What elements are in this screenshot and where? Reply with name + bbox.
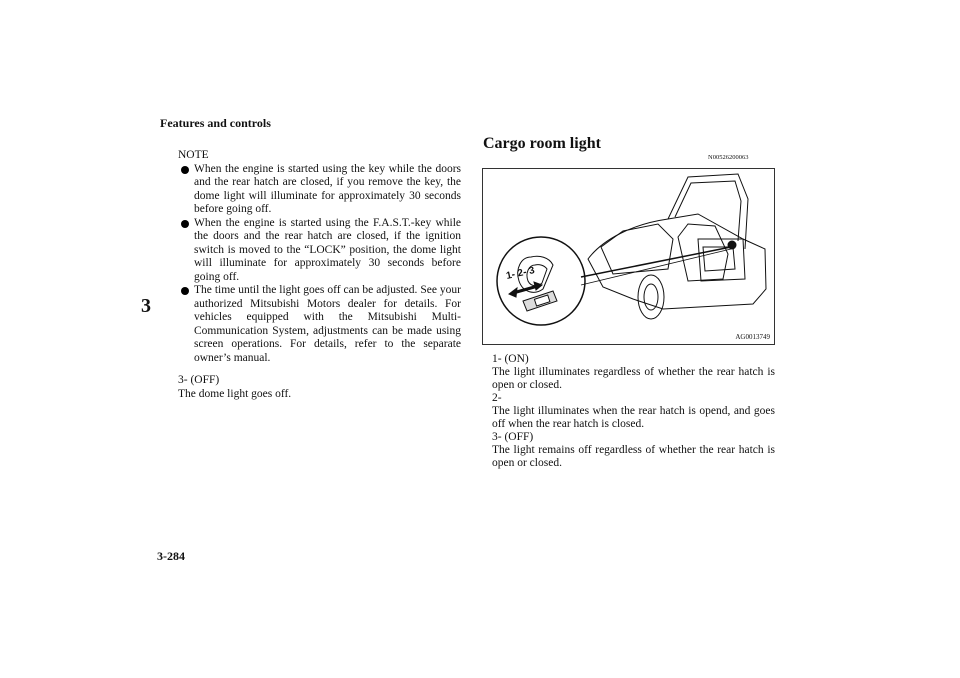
note-label: NOTE [178,149,209,161]
position-2-text: The light illuminates when the rear hatch is opend, and goes off when the rear hatch is closed. [492,405,775,430]
section-header: Features and controls [160,116,271,130]
position-1-label: 1- (ON) [492,353,529,365]
figure-code: AG0013749 [735,333,770,341]
page-number: 3-284 [157,549,185,563]
left-column [178,149,461,401]
cargo-light-illustration [482,168,775,345]
off-text: The dome light goes off. [178,387,292,400]
off-label: 3- (OFF) [178,374,220,386]
right-column-text [492,353,775,470]
note-item: The time until the light goes off can be adjusted. See your authorized Mitsubishi Motors dealer for details. For vehicles equipped with the Mitsubishi Multi-Communication System, adjustments can be made using screen operations. For details, refer to the separate owner’s manual. [178,284,461,365]
position-3-label: 3- (OFF) [492,431,534,443]
position-1-text: The light illuminates regardless of whether the rear hatch is open or closed. [492,366,775,391]
note-item: When the engine is started using the key while the doors and the rear hatch are closed, if you remove the key, the dome light will illuminate for approximately 30 seconds before going off. [178,163,461,217]
chapter-tab: 3 [141,295,151,317]
bullet-icon [181,287,189,295]
bullet-icon [181,166,189,174]
position-3-text: The light remains off regardless of whether the rear hatch is open or closed. [492,444,775,469]
note-list [178,163,461,366]
car-cargo-light-drawing [483,169,774,344]
position-2-label: 2- [492,392,502,404]
note-item: When the engine is started using the F.A.S.T.-key while the doors and the rear hatch are closed, if the ignition switch is moved to the “LOCK” position, the dome light will illuminate for approximately 30 seconds before going off. [178,217,461,285]
bullet-icon [181,220,189,228]
section-code: N00526200063 [708,154,749,161]
switch-position-labels: 1- 2- 3 [505,265,536,282]
section-title: Cargo room light [483,135,601,152]
